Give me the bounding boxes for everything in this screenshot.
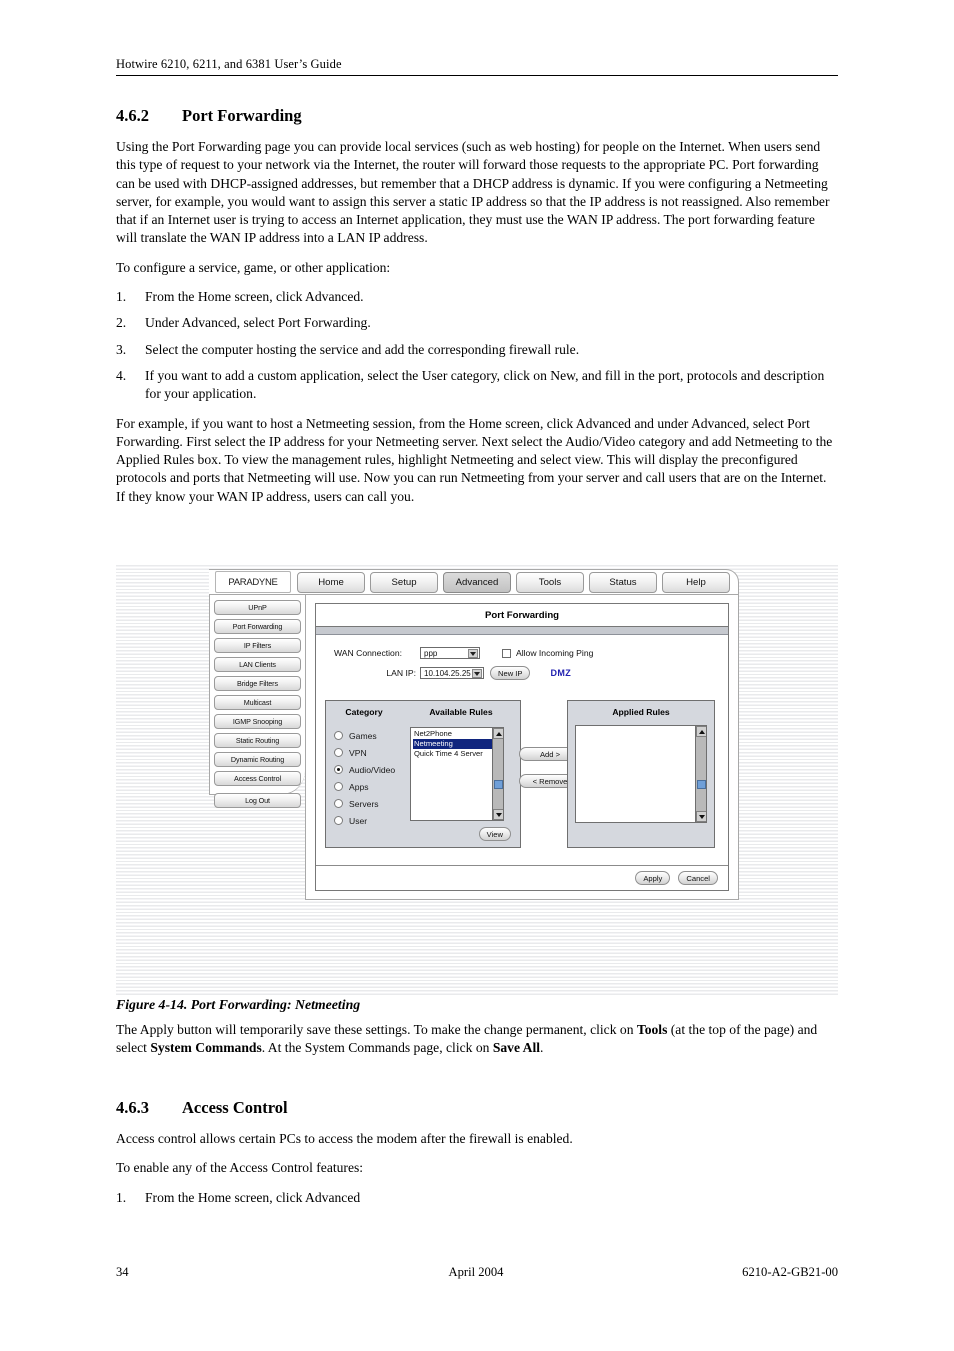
radio-icon[interactable] (334, 782, 343, 791)
after-text-1: The Apply button will temporarily save these settings. To make the change permanent, click on (116, 1022, 637, 1037)
list-item-text: Select the computer hosting the service and add the corresponding firewall rule. (145, 341, 580, 357)
panel-footer-buttons (316, 865, 728, 890)
wan-connection-row (316, 647, 728, 659)
router-web-ui (209, 569, 739, 900)
sidebar-item-dynamic-routing[interactable]: Dynamic Routing (214, 752, 301, 767)
router-main-panel (305, 595, 739, 900)
add-rule-button[interactable]: Add > (519, 747, 581, 761)
cancel-button[interactable]: Cancel (678, 871, 718, 885)
category-option-audio-video[interactable] (334, 761, 408, 778)
category-option-servers[interactable] (334, 795, 408, 812)
available-rules-listbox[interactable] (410, 727, 504, 821)
page-footer (116, 1265, 838, 1280)
section-heading-463 (116, 1098, 838, 1118)
applied-rules-scrollbar[interactable] (695, 726, 706, 822)
scroll-down-icon[interactable] (696, 811, 707, 822)
sidebar-item-static-routing[interactable]: Static Routing (214, 733, 301, 748)
footer-date: April 2004 (448, 1265, 504, 1279)
list-item[interactable]: Quick Time 4 Server (414, 749, 483, 758)
sidebar-item-igmp-snooping[interactable]: IGMP Snooping (214, 714, 301, 729)
sidebar-item-upnp[interactable]: UPnP (214, 600, 301, 615)
footer-document-number: 6210-A2-GB21-00 (742, 1265, 838, 1279)
tab-advanced[interactable]: Advanced (443, 572, 511, 593)
section-number: 4.6.3 (116, 1098, 149, 1117)
section-number: 4.6.2 (116, 106, 149, 125)
chevron-down-icon (468, 649, 478, 658)
tab-setup[interactable]: Setup (370, 572, 438, 593)
radio-icon[interactable] (334, 816, 343, 825)
applied-rules-listbox[interactable] (575, 725, 707, 823)
paradyne-logo: PARADYNE (215, 571, 291, 593)
available-rules-header: Available Rules (429, 707, 493, 717)
category-option-apps[interactable] (334, 778, 408, 795)
after-text-4: . (540, 1040, 544, 1056)
rules-selection-area (325, 700, 739, 848)
example-paragraph: For example, if you want to host a Netmeeting session, from the Home screen, click Advanced and under Advanced, select Port Forwarding. First select the IP address for your Netmeeting server. Next select the Audio/Video category and add Netmeeting to the Applied Rules box. To view the management rules, highlight Netmeeting and select view. This will display the preconfigured protocols and ports that Netmeeting will use. Now you can run Netmeeting from your server and call users that are on the Internet. If they know your WAN IP address, users can call you. (116, 415, 833, 504)
view-button[interactable]: View (479, 827, 511, 841)
figure-image-port-forwarding (116, 563, 838, 995)
scrollbar-thumb[interactable] (697, 780, 706, 789)
wan-connection-value: ppp (424, 648, 438, 658)
available-rules-scrollbar[interactable] (492, 728, 503, 820)
category-label: VPN (349, 747, 367, 758)
list-marker: 1. (116, 1189, 127, 1205)
page-title: Port Forwarding (182, 106, 302, 125)
steps-list-463 (116, 1189, 838, 1207)
lan-ip-row (316, 666, 728, 680)
running-header (116, 56, 838, 76)
list-item (116, 367, 838, 404)
category-radio-group (334, 727, 408, 829)
bold-system-commands: System Commands (150, 1040, 262, 1056)
new-ip-button[interactable]: New IP (490, 666, 530, 680)
category-label: Apps (349, 781, 369, 792)
list-marker: 2. (116, 315, 127, 331)
after-text-2: (at the top of the page) and select (116, 1022, 818, 1056)
list-marker: 3. (116, 341, 127, 357)
dmz-link[interactable]: DMZ (550, 668, 572, 678)
list-item-selected[interactable]: Netmeeting (413, 739, 494, 749)
allow-incoming-ping-control[interactable] (502, 648, 593, 658)
category-label: Audio/Video (349, 764, 396, 775)
remove-rule-button[interactable]: < Remove (519, 774, 581, 788)
main-content (116, 106, 838, 517)
allow-incoming-ping-checkbox[interactable] (502, 649, 511, 658)
running-header-title: Hotwire 6210, 6211, and 6381 User’s Guide (116, 57, 342, 71)
list-item (116, 288, 838, 306)
lan-ip-select[interactable] (420, 667, 484, 679)
applied-rules-box (567, 700, 715, 848)
section-463-block (116, 1098, 838, 1218)
list-item (116, 341, 838, 359)
bold-tools: Tools (636, 1022, 668, 1037)
category-label: Games (349, 730, 377, 741)
after-figure-paragraph (116, 1021, 838, 1058)
list-item[interactable]: Net2Phone (414, 729, 452, 738)
wan-connection-select[interactable] (420, 647, 480, 659)
port-forwarding-panel (315, 603, 729, 891)
sidebar-item-access-control[interactable]: Access Control (214, 771, 301, 786)
category-label: Servers (349, 798, 379, 809)
list-item-text: From the Home screen, click Advanced (145, 1189, 361, 1205)
connection-form (316, 635, 728, 680)
rules-column-headers (326, 701, 520, 719)
allow-incoming-ping-label: Allow Incoming Ping (516, 648, 594, 658)
scroll-down-icon[interactable] (493, 809, 504, 820)
tab-help[interactable]: Help (662, 572, 730, 593)
sidebar-item-lan-clients[interactable]: LAN Clients (214, 657, 301, 672)
scroll-up-icon[interactable] (493, 728, 504, 739)
category-label: User (349, 815, 368, 826)
lan-ip-value: 10.104.25.25 (424, 668, 471, 678)
page-number: 34 (116, 1265, 129, 1279)
applied-rules-header: Applied Rules (612, 707, 670, 717)
radio-icon[interactable] (334, 731, 343, 740)
scroll-up-icon[interactable] (696, 726, 707, 737)
section-heading-462 (116, 106, 838, 126)
list-item-text: If you want to add a custom application, select the User category, click on New, and fill in the port, protocols and description for your application. (145, 367, 825, 402)
sidebar-item-port-forwarding[interactable]: Port Forwarding (214, 619, 301, 634)
sidebar-item-ip-filters[interactable]: IP Filters (214, 638, 301, 653)
sidebar-item-log-out[interactable]: Log Out (214, 793, 301, 808)
access-control-paragraph-1: Access control allows certain PCs to access the modem after the firewall is enabled. (116, 1131, 573, 1146)
category-header: Category (345, 707, 383, 717)
list-item-text: Under Advanced, select Port Forwarding. (145, 315, 371, 331)
panel-subbar (316, 627, 728, 635)
scrollbar-thumb[interactable] (494, 780, 503, 789)
category-option-vpn[interactable] (334, 744, 408, 761)
intro-paragraph: Using the Port Forwarding page you can provide local services (such as web hosting) for people on the Internet. When users send this type of request to your network via the Internet, the router will forward those requests to the appropriate PC. Port forwarding can be used with DHCP-assigned addresses, but remember that a DHCP address is dynamic. If you were configuring a Netmeeting server, for example, you would want to assign this server a static IP address so that the IP address is not reassigned. Also remember that if an Internet user is trying to access an Internet application, they must use the WAN IP address. The port forwarding feature will translate the WAN IP address into a LAN IP address. (116, 139, 830, 246)
sidebar-item-multicast[interactable]: Multicast (214, 695, 301, 710)
wan-connection-label: WAN Connection: (334, 648, 402, 658)
lan-ip-label: LAN IP: (386, 668, 416, 678)
after-figure-block (116, 1021, 838, 1069)
sidebar-item-bridge-filters[interactable]: Bridge Filters (214, 676, 301, 691)
apply-button[interactable]: Apply (635, 871, 670, 885)
category-option-games[interactable] (334, 727, 408, 744)
available-rules-items (411, 728, 503, 759)
tab-status[interactable]: Status (589, 572, 657, 593)
tab-tools[interactable]: Tools (516, 572, 584, 593)
access-control-paragraph-2: To enable any of the Access Control features: (116, 1160, 364, 1176)
panel-title: Port Forwarding (316, 604, 728, 627)
header-rule (116, 75, 838, 76)
transfer-buttons (521, 700, 568, 848)
list-item (116, 1189, 838, 1207)
bold-save-all: Save All (492, 1040, 541, 1056)
steps-list-462 (116, 288, 838, 403)
router-sidebar (209, 595, 305, 805)
after-text-3: . At the System Commands page, click on (261, 1040, 493, 1056)
chevron-down-icon (472, 669, 482, 678)
list-item (116, 314, 838, 332)
list-item-text: From the Home screen, click Advanced. (145, 289, 364, 305)
category-option-user[interactable] (334, 812, 408, 829)
radio-icon-selected[interactable] (334, 765, 343, 774)
figure-caption: Figure 4-14. Port Forwarding: Netmeeting (116, 997, 361, 1012)
available-rules-box (325, 700, 521, 848)
list-marker: 4. (116, 367, 127, 383)
lead-in-paragraph: To configure a service, game, or other application: (116, 259, 391, 275)
list-marker: 1. (116, 289, 127, 305)
radio-icon[interactable] (334, 799, 343, 808)
router-navbar (209, 569, 739, 595)
tab-home[interactable]: Home (297, 572, 365, 593)
radio-icon[interactable] (334, 748, 343, 757)
section-title: Access Control (182, 1098, 288, 1117)
